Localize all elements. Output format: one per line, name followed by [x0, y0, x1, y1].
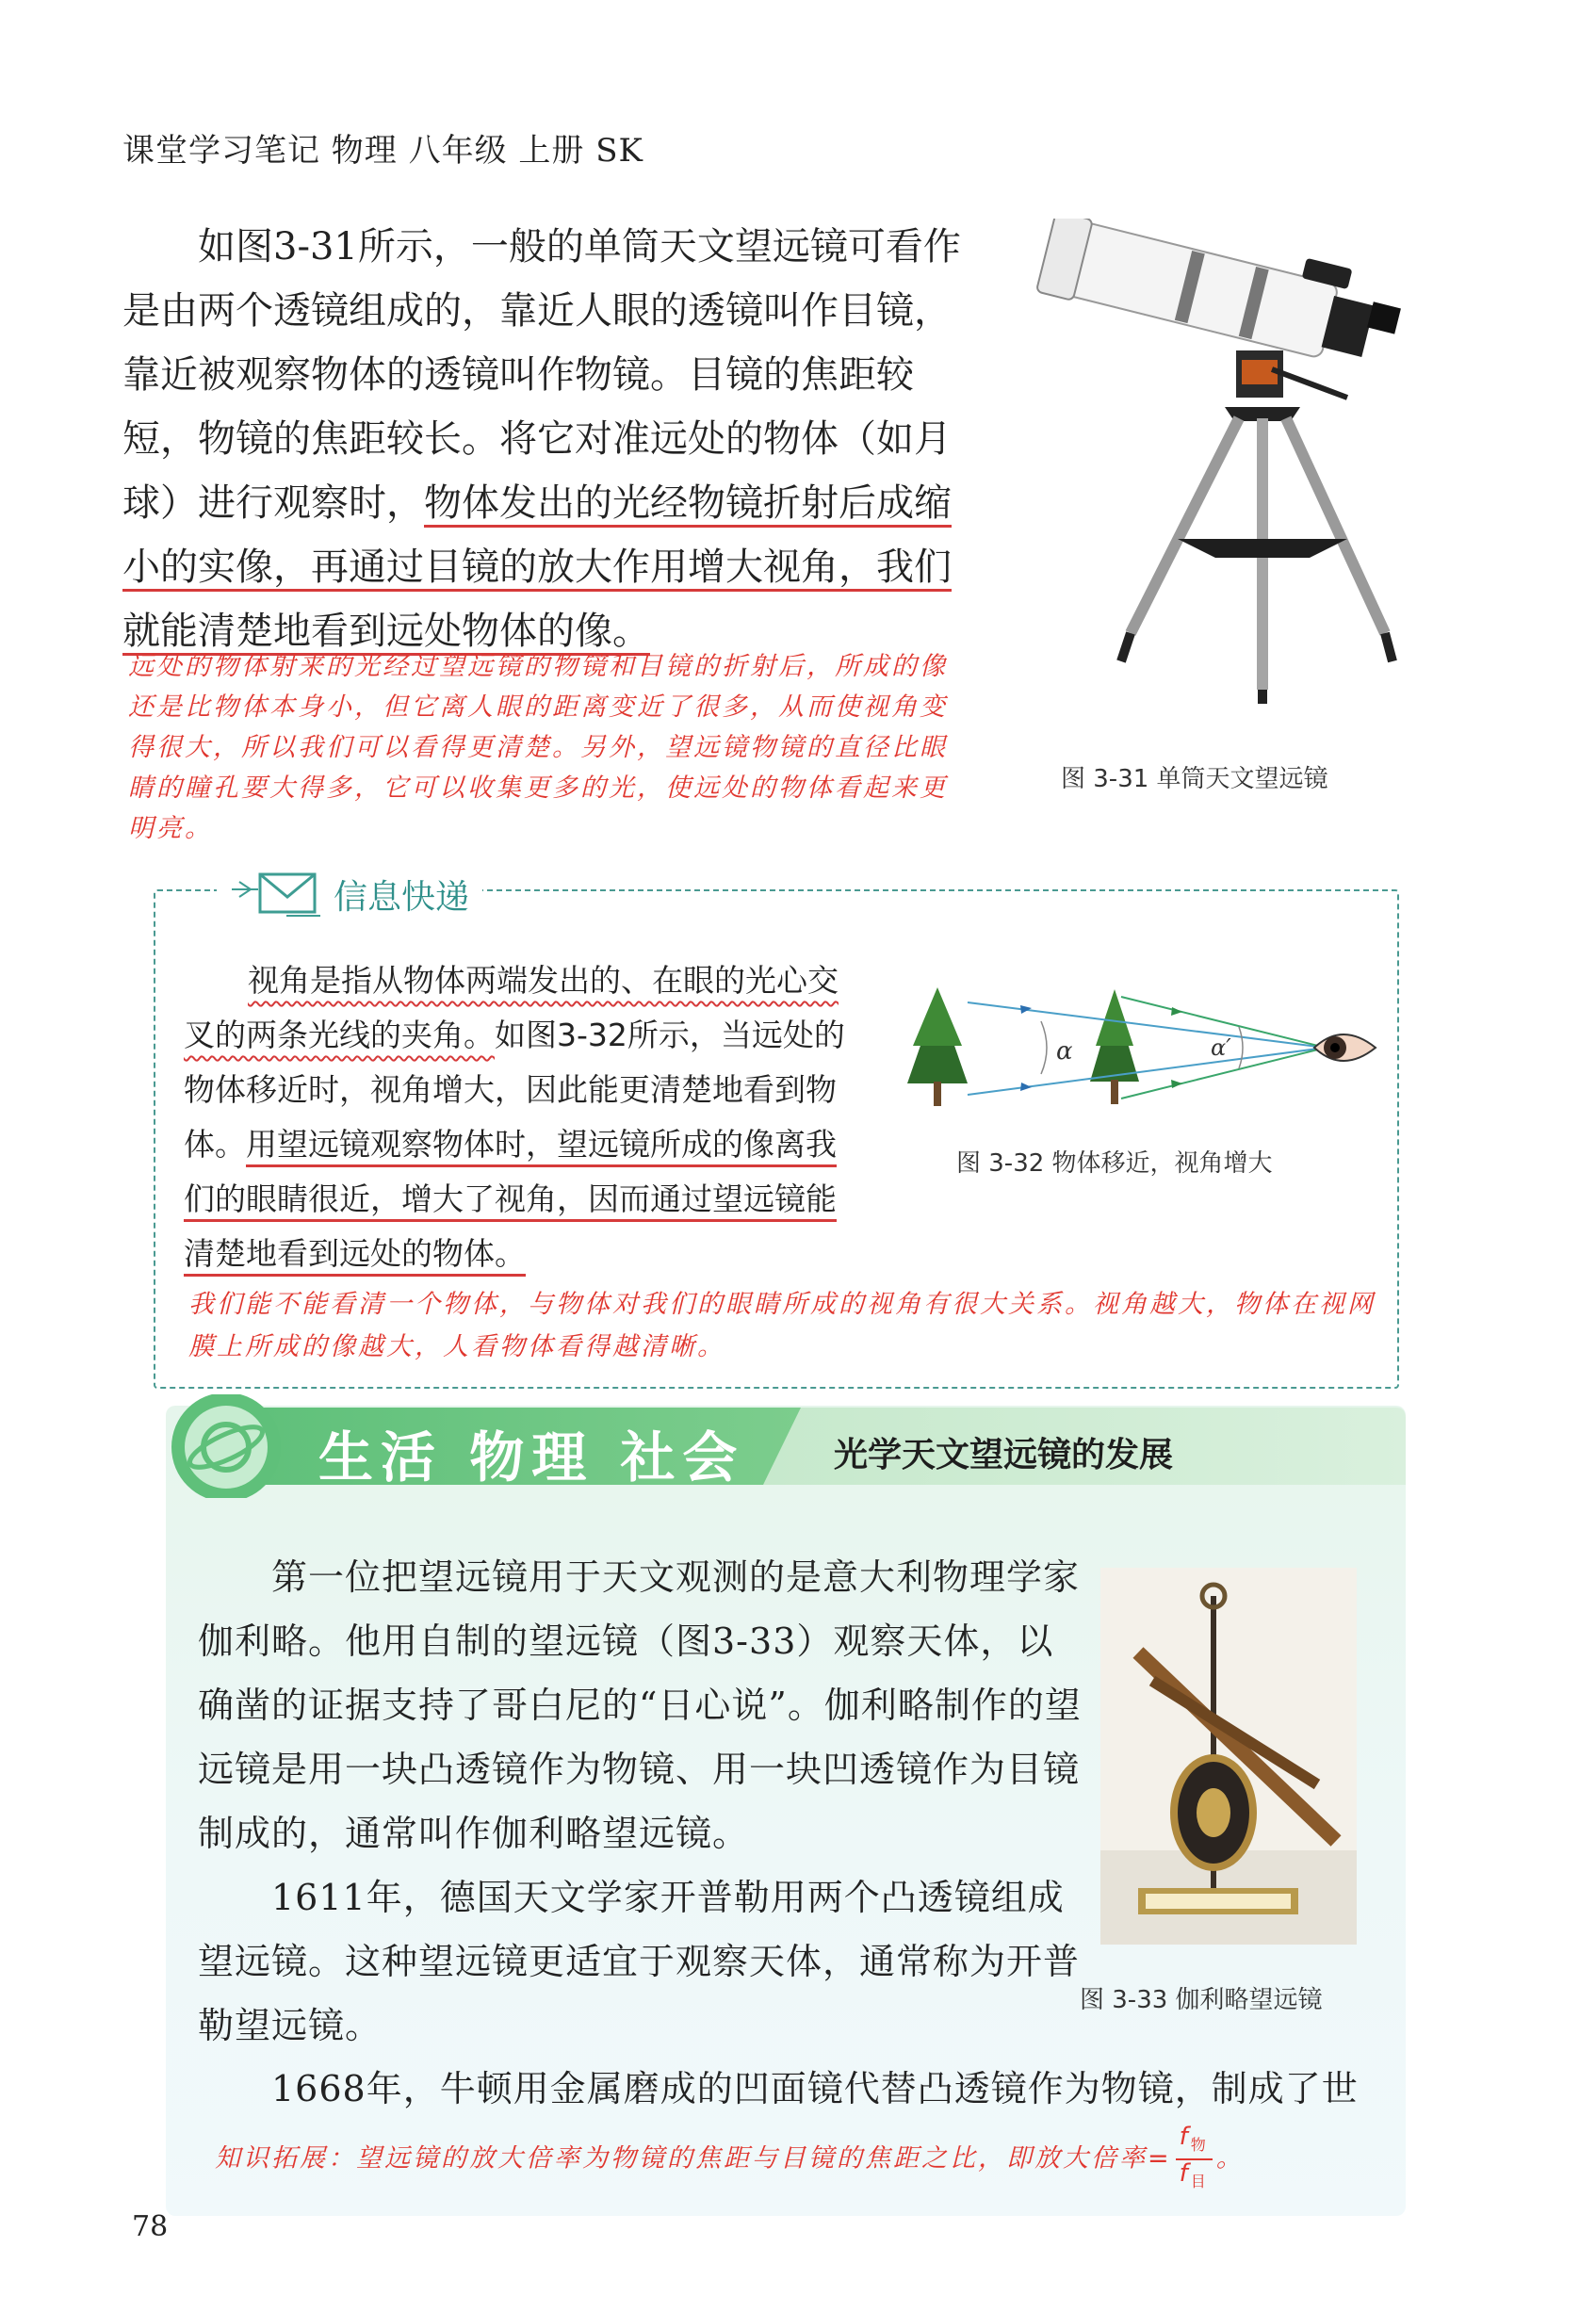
- galileo-telescope-photo: [1100, 1568, 1357, 1945]
- envelope-icon: [230, 869, 324, 920]
- figure-caption-3-33: 图 3-33 伽利略望远镜: [1080, 1986, 1323, 2014]
- section-paragraph-3: 1668年，牛顿用金属磨成的凹面镜代替凸透镜作为物镜，制成了世: [271, 2068, 1359, 2109]
- section-title: 生活 物理 社会: [318, 1425, 745, 1490]
- section-subtitle: 光学天文望远镜的发展: [834, 1436, 1174, 1474]
- running-header: 课堂学习笔记 物理 八年级 上册 SK: [122, 132, 643, 170]
- note-text: 知识拓展：望远镜的放大倍率为物镜的焦距与目镜的焦距之比，即放大倍率=: [215, 2143, 1172, 2174]
- info-box-title: 信息快递: [334, 877, 470, 917]
- section-body: [198, 1545, 1083, 2058]
- paragraph-text: 如图3-31所示，一般的单筒天文望远镜可看作是由两个透镜组成的，靠近人眼的透镜叫作目镜，靠近被观察物体的透镜叫作物镜。目镜的焦距较短，物镜的焦距较长。将它对准远处的物体（如月球）进行观察时，: [122, 225, 961, 525]
- definition-text: 视角是指从物体两端发出的、在眼的光心交叉的两条光线的夹角。: [184, 962, 839, 1053]
- telescope-photo: [1027, 219, 1432, 708]
- figure-caption-3-31: 图 3-31 单筒天文望远镜: [1061, 765, 1328, 793]
- visual-angle-diagram: [900, 980, 1390, 1121]
- page-number: 78: [132, 2210, 169, 2243]
- far-tree-icon: [907, 987, 968, 1106]
- alpha-label: α: [1056, 1037, 1073, 1066]
- near-tree-icon: [1090, 989, 1139, 1104]
- alpha-prime-label: α′: [1211, 1034, 1231, 1061]
- main-paragraph: [122, 215, 970, 663]
- margin-note: 远处的物体射来的光经过望远镜的物镜和目镜的折射后，所成的像还是比物体本身小，但它离人眼的距离变近了很多，从而使视角变得很大，所以我们可以看得更清楚。另外，望远镜物镜的直径比眼睛的瞳孔要大得多，它可以收集更多的光，使远处的物体看起来更明亮。: [128, 652, 948, 843]
- info-text: 如图3-32所示，当远处的物体移近时，视角增大，因此能更清楚地看到物体。: [184, 1017, 845, 1163]
- underlined-text: 物体发出的光经物镜折射后成缩小的实像，再通过目镜的放大作用增大视角，我们就能清楚地看到远处物体的像。: [122, 481, 952, 653]
- info-paragraph: [184, 953, 862, 1281]
- section-paragraph-2: 1611年，德国天文学家开普勒用两个凸透镜组成望远镜。这种望远镜更适宜于观察天体，通常称为开普勒望远镜。: [198, 1877, 1081, 2046]
- magnification-fraction: $\frac{f_物}{f_目}$: [1176, 2124, 1213, 2195]
- knowledge-extension-note: 知识拓展：望远镜的放大倍率为物镜的焦距与目镜的焦距之比，即放大倍率= $\frac{f_物}{f_目}$ 。: [215, 2124, 1402, 2195]
- figure-caption-3-32: 图 3-32 物体移近，视角增大: [956, 1149, 1273, 1178]
- underlined-text: 用望远镜观察物体时，望远镜所成的像离我们的眼睛很近，增大了视角，因而通过望远镜能清楚地看到远处的物体。: [184, 1126, 837, 1272]
- section-paragraph-1: 第一位把望远镜用于天文观测的是意大利物理学家伽利略。他用自制的望远镜（图3-33）观察天体，以确凿的证据支持了哥白尼的“日心说”。伽利略制作的望远镜是用一块凸透镜作为物镜、用一块凹透镜作为目镜制成的，通常叫作伽利略望远镜。: [198, 1556, 1082, 1854]
- eye-icon: [1314, 1034, 1376, 1061]
- margin-note: 我们能不能看清一个物体，与物体对我们的眼睛所成的视角有很大关系。视角越大，物体在视网膜上所成的像越大，人看物体看得越清晰。: [188, 1290, 1376, 1361]
- info-box-header: [217, 869, 482, 920]
